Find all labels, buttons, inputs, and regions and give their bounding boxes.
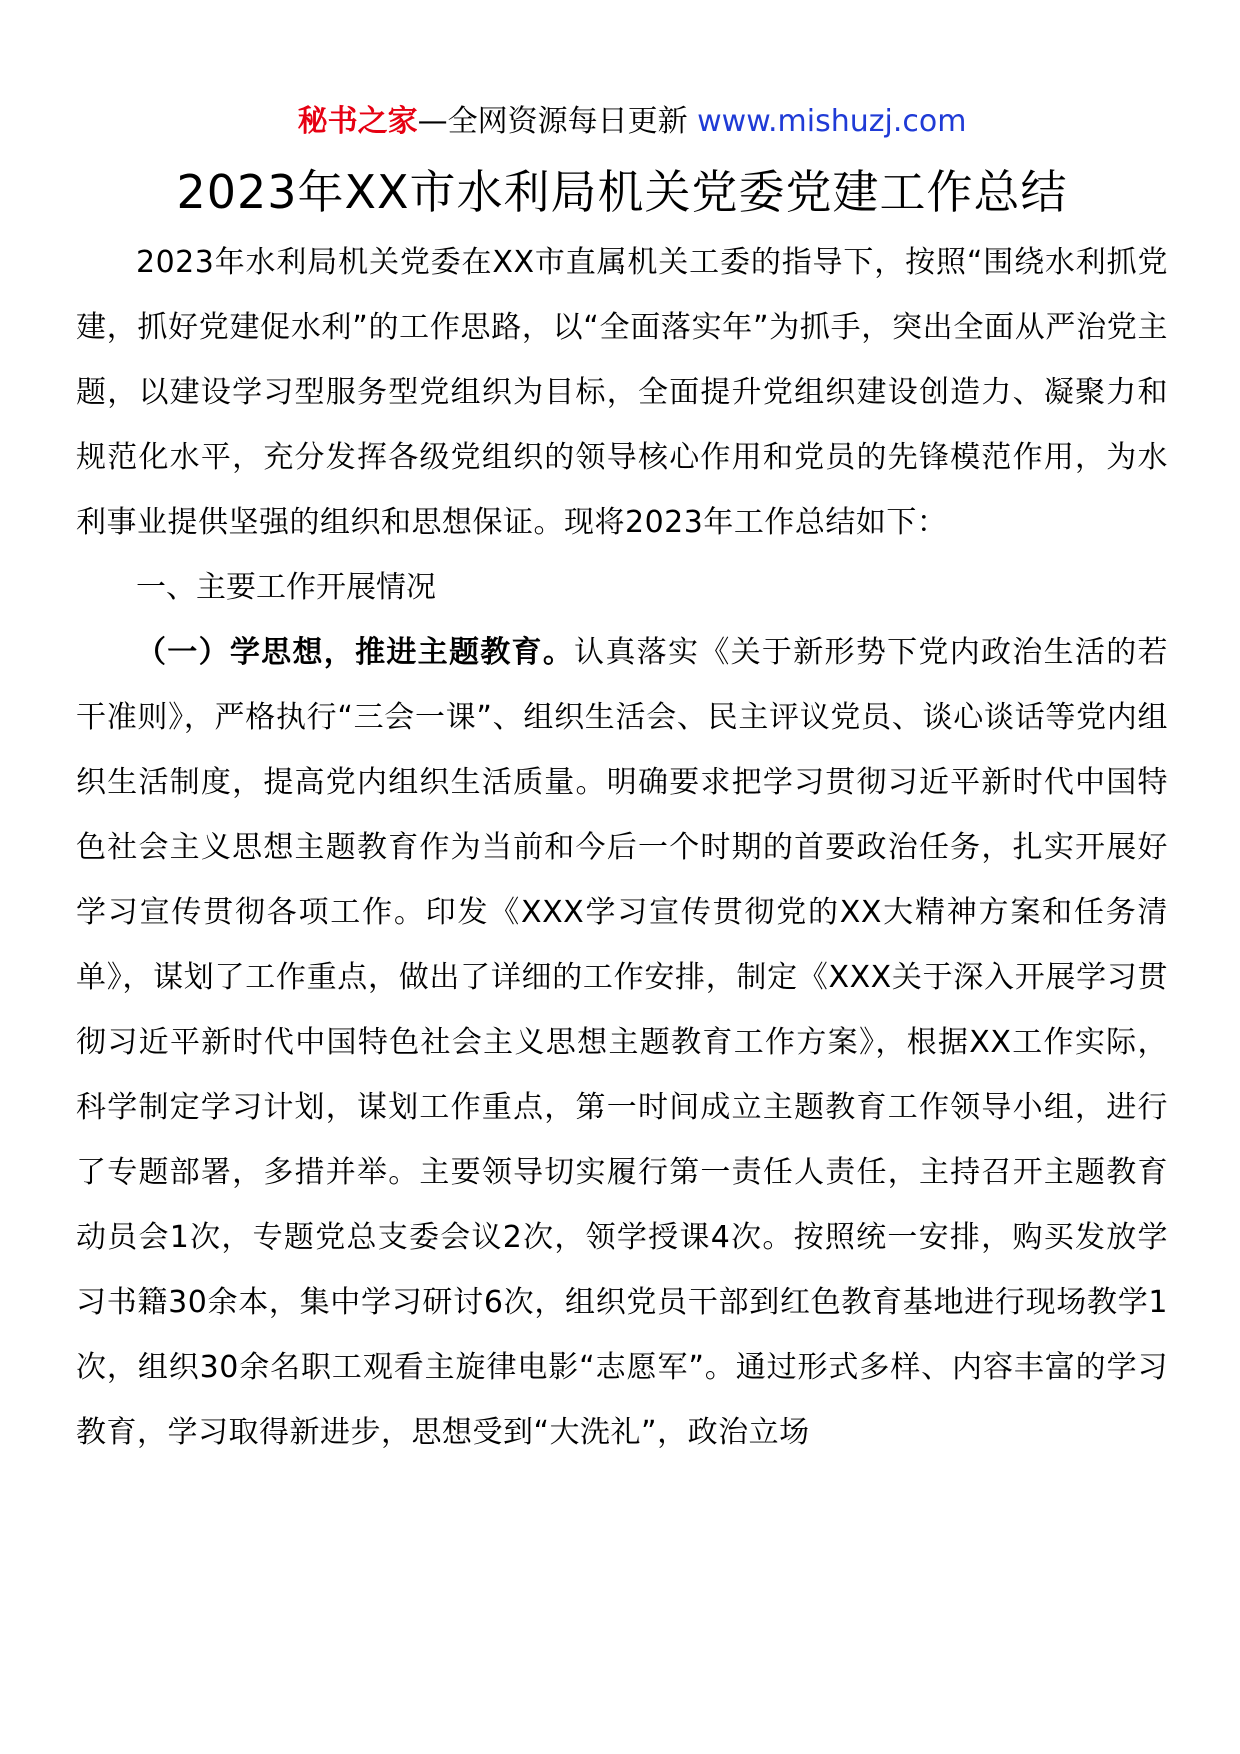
site-brand: 秘书之家 xyxy=(297,104,418,139)
document-title: 2023年XX市水利局机关党委党建工作总结 xyxy=(176,165,1068,219)
site-slogan: —全网资源每日更新 xyxy=(417,104,698,139)
section-item-lead: （一）学思想，推进主题教育。 xyxy=(136,635,575,670)
site-url-link[interactable]: www.mishuzj.com xyxy=(697,104,967,139)
section-item-paragraph xyxy=(76,620,1168,1465)
site-banner xyxy=(76,96,1168,148)
intro-paragraph: 2023年水利局机关党委在XX市直属机关工委的指导下，按照“围绕水利抓党建，抓好党建促水利”的工作思路，以“全面落实年”为抓手，突出全面从严治党主题，以建设学习型服务型党组织为目标，全面提升党组织建设创造力、凝聚力和规范化水平，充分发挥各级党组织的领导核心作用和党员的先锋模范作用，为水利事业提供坚强的组织和思想保证。现将2023年工作总结如下： xyxy=(76,245,1168,540)
section-heading: 一、主要工作开展情况 xyxy=(136,570,436,605)
section-item-body: 认真落实《关于新形势下党内政治生活的若干准则》，严格执行“三会一课”、组织生活会、民主评议党员、谈心谈话等党内组织生活制度，提高党内组织生活质量。明确要求把学习贯彻习近平新时代中国特色社会主义思想主题教育作为当前和今后一个时期的首要政治任务，扎实开展好学习宣传贯彻各项工作。印发《XXX学习宣传贯彻党的XX大精神方案和任务清单》，谋划了工作重点，做出了详细的工作安排，制定《XXX关于深入开展学习贯彻习近平新时代中国特色社会主义思想主题教育工作方案》，根据XX工作实际，科学制定学习计划，谋划工作重点，第一时间成立主题教育工作领导小组，进行了专题部署，多措并举。主要领导切实履行第一责任人责任，主持召开主题教育动员会1次，专题党总支委会议2次，领学授课4次。按照统一安排，购买发放学习书籍30余本，集中学习研讨6次，组织党员干部到红色教育基地进行现场教学1次，组织30余名职工观看主旋律电影“志愿军”。通过形式多样、内容丰富的学习教育，学习取得新进步，思想受到“大洗礼”，政治立场 xyxy=(76,635,1168,1450)
